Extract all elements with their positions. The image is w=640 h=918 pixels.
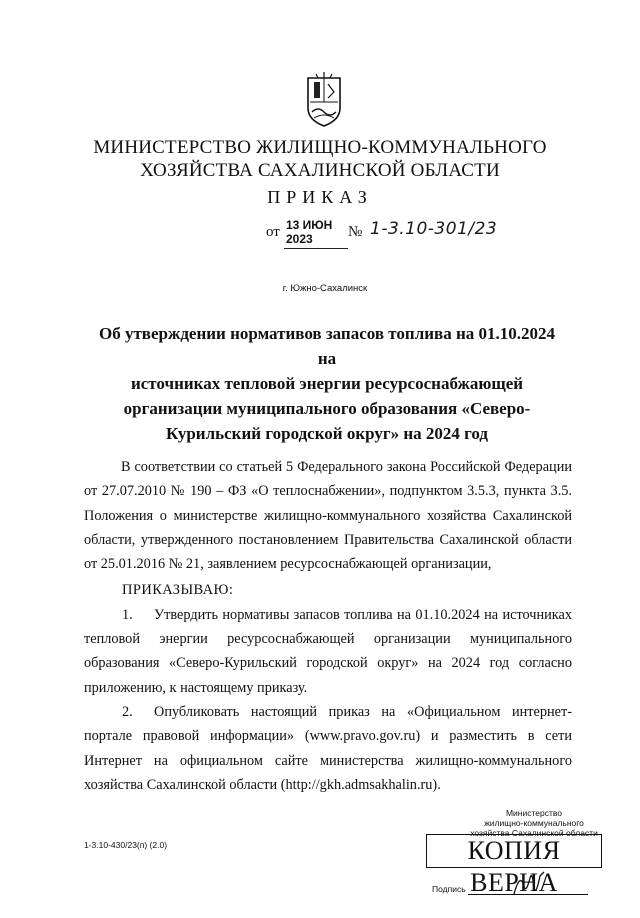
list-item [84,700,572,797]
order-date: 13 ИЮН 2023 [284,218,348,249]
footer-code: 1-3.10-430/23(п) (2.0) [84,840,168,850]
decree-word: ПРИКАЗЫВАЮ: [122,582,234,599]
item-text: Утвердить нормативы запасов топлива на 01.10.2024 на источниках тепловой энергии ресурсоснабжающей организации муниципального образования «Северо-Курильский городской округ» на 2024 год согласно приложению, к настоящему приказу. [84,606,572,696]
stamp-org-line-3: хозяйства Сахалинской области [470,828,598,838]
item-number: 1. [122,606,133,623]
order-date-number [266,216,526,246]
item-text: Опубликовать настоящий приказ на «Официальном интернет-портале правовой информации» (www.pravo.gov.ru) и разместить в сети Интернет на официальном сайте министерства жилищно-коммунального хозяйства Сахалинской области (http://gkh.admsakhalin.ru). [84,703,572,793]
number-sign: № [348,224,363,240]
document-body [84,455,572,797]
stamp-org-line-1: Министерство [505,808,563,818]
order-title: ПРИКАЗ [267,187,373,207]
from-prefix: от [266,224,280,240]
item-number: 2. [122,703,133,720]
order-number: 1-3.10-301/23 [370,219,498,239]
ministry-line-2: ХОЗЯЙСТВА САХАЛИНСКОЙ ОБЛАСТИ [140,160,500,181]
ministry-line-1: МИНИСТЕРСТВО ЖИЛИЩНО-КОММУНАЛЬНОГО [93,137,547,158]
stamp-org-line-2: жилищно-коммунального [484,818,584,828]
title-line-4: Курильский городской округ» на 2024 год [165,424,489,443]
signature-icon [510,868,550,898]
title-line-3: организации муниципального образования «Северо- [123,399,531,418]
document-title [92,321,562,446]
list-item [84,603,572,700]
stamp-signature-label: Подпись [432,884,466,894]
title-line-2: источниках тепловой энергии ресурсоснабжающей [130,374,524,393]
stamp-main-text: КОПИЯ ВЕРНА [426,834,602,868]
title-line-1: Об утверждении нормативов запасов топлива на 01.10.2024 на [98,324,556,368]
preamble-paragraph: В соответствии со статьей 5 Федерального закона Российской Федерации от 27.07.2010 № 190 – ФЗ «О теплоснабжении», подпунктом 3.5.3, пункта 3.5. Положения о министерстве жилищно-коммунального хозяйства Сахалинской области, утвержденного постановлением Правительства Сахалинской области от 25.01.2016 № 21, заявлением ресурсоснабжающей организации, [84,459,572,573]
ministry-name [80,136,560,182]
city-label: г. Южно-Сахалинск [282,283,368,294]
coat-of-arms-icon [304,72,344,128]
copy-certified-stamp [424,808,610,908]
